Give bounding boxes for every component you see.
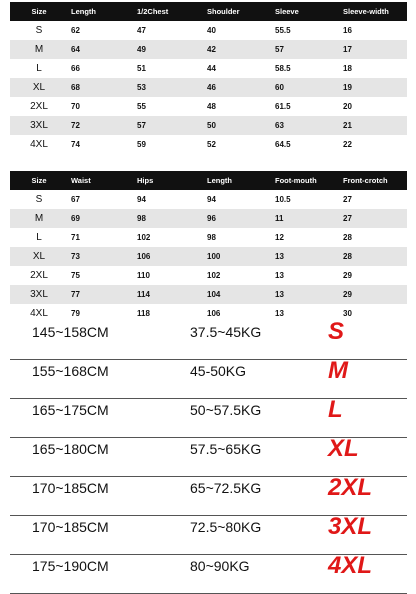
measurement-cell: 44 (204, 59, 272, 78)
measurement-cell: 73 (68, 247, 134, 266)
weight-range: 80~90KG (190, 558, 250, 574)
measurement-cell: 20 (340, 97, 407, 116)
height-range: 145~158CM (32, 324, 109, 340)
measurement-cell: 110 (134, 266, 204, 285)
height-range: 170~185CM (32, 519, 109, 535)
height-range: 175~190CM (32, 558, 109, 574)
measurement-cell: 27 (340, 190, 407, 209)
weight-range: 57.5~65KG (190, 441, 262, 457)
table-row (10, 247, 407, 266)
measurement-cell: 47 (134, 21, 204, 40)
header-cell: Size (10, 2, 68, 21)
header-cell: Waist (68, 171, 134, 190)
measurement-cell: 13 (272, 266, 340, 285)
measurement-cell: 106 (134, 247, 204, 266)
measurement-cell: 106 (204, 304, 272, 323)
header-cell: Front-crotch (340, 171, 407, 190)
header-cell: Length (204, 171, 272, 190)
size-cell: 3XL (10, 285, 68, 304)
size-cell: 2XL (10, 97, 68, 116)
table-row (10, 116, 407, 135)
measurement-cell: 55 (134, 97, 204, 116)
measurement-cell: 60 (272, 78, 340, 97)
measurement-cell: 71 (68, 228, 134, 247)
measurement-cell: 27 (340, 209, 407, 228)
measurement-cell: 55.5 (272, 21, 340, 40)
measurement-cell: 79 (68, 304, 134, 323)
measurement-cell: 94 (134, 190, 204, 209)
table-row (10, 209, 407, 228)
measurement-cell: 75 (68, 266, 134, 285)
measurement-cell: 69 (68, 209, 134, 228)
shirt-size-table (10, 2, 407, 154)
size-label: 4XL (328, 552, 373, 579)
table-row (10, 266, 407, 285)
measurement-cell: 100 (204, 247, 272, 266)
size-cell: XL (10, 78, 68, 97)
size-cell: L (10, 59, 68, 78)
measurement-cell: 114 (134, 285, 204, 304)
measurement-cell: 98 (204, 228, 272, 247)
table-row (10, 285, 407, 304)
measurement-cell: 28 (340, 247, 407, 266)
measurement-cell: 21 (340, 116, 407, 135)
measurement-cell: 16 (340, 21, 407, 40)
measurement-cell: 49 (134, 40, 204, 59)
size-guide-row (10, 357, 407, 399)
weight-range: 72.5~80KG (190, 519, 262, 535)
measurement-cell: 67 (68, 190, 134, 209)
measurement-cell: 62 (68, 21, 134, 40)
measurement-cell: 50 (204, 116, 272, 135)
size-label: L (328, 396, 343, 423)
measurement-cell: 98 (134, 209, 204, 228)
height-range: 165~175CM (32, 402, 109, 418)
measurement-cell: 64 (68, 40, 134, 59)
measurement-cell: 46 (204, 78, 272, 97)
measurement-cell: 51 (134, 59, 204, 78)
height-range: 165~180CM (32, 441, 109, 457)
size-cell: S (10, 190, 68, 209)
weight-range: 50~57.5KG (190, 402, 262, 418)
size-cell: M (10, 40, 68, 59)
measurement-cell: 68 (68, 78, 134, 97)
size-cell: M (10, 209, 68, 228)
measurement-cell: 13 (272, 304, 340, 323)
pants-size-table (10, 171, 407, 323)
measurement-cell: 59 (134, 135, 204, 154)
weight-range: 65~72.5KG (190, 480, 262, 496)
table-row (10, 135, 407, 154)
measurement-cell: 57 (134, 116, 204, 135)
measurement-cell: 17 (340, 40, 407, 59)
measurement-cell: 42 (204, 40, 272, 59)
measurement-cell: 94 (204, 190, 272, 209)
size-label: S (328, 318, 345, 345)
measurement-cell: 29 (340, 266, 407, 285)
height-weight-size-guide (10, 318, 407, 594)
size-guide-row (10, 435, 407, 477)
measurement-cell: 11 (272, 209, 340, 228)
table-row (10, 228, 407, 247)
size-guide-row (10, 318, 407, 360)
measurement-cell: 64.5 (272, 135, 340, 154)
weight-range: 37.5~45KG (190, 324, 262, 340)
measurement-cell: 58.5 (272, 59, 340, 78)
measurement-cell: 70 (68, 97, 134, 116)
measurement-cell: 22 (340, 135, 407, 154)
shirt-table-header (10, 2, 407, 21)
table-row (10, 190, 407, 209)
height-range: 170~185CM (32, 480, 109, 496)
measurement-cell: 52 (204, 135, 272, 154)
measurement-cell: 13 (272, 247, 340, 266)
measurement-cell: 118 (134, 304, 204, 323)
measurement-cell: 40 (204, 21, 272, 40)
measurement-cell: 66 (68, 59, 134, 78)
table-row (10, 40, 407, 59)
header-cell: Foot-mouth (272, 171, 340, 190)
size-cell: 2XL (10, 266, 68, 285)
table-row (10, 97, 407, 116)
size-cell: L (10, 228, 68, 247)
weight-range: 45-50KG (190, 363, 247, 379)
header-cell: Length (68, 2, 134, 21)
size-cell: 3XL (10, 116, 68, 135)
header-cell: Sleeve (272, 2, 340, 21)
pants-table-header (10, 171, 407, 190)
size-cell: S (10, 21, 68, 40)
measurement-cell: 48 (204, 97, 272, 116)
size-guide-row (10, 474, 407, 516)
measurement-cell: 72 (68, 116, 134, 135)
measurement-cell: 77 (68, 285, 134, 304)
size-cell: 4XL (10, 304, 68, 323)
size-guide-row (10, 396, 407, 438)
size-label: 2XL (328, 474, 373, 501)
measurement-cell: 30 (340, 304, 407, 323)
table-row (10, 59, 407, 78)
measurement-cell: 102 (204, 266, 272, 285)
measurement-cell: 53 (134, 78, 204, 97)
size-guide-row (10, 513, 407, 555)
header-cell: Hips (134, 171, 204, 190)
header-cell: Shoulder (204, 2, 272, 21)
header-cell: Sleeve-width (340, 2, 407, 21)
header-cell: 1/2Chest (134, 2, 204, 21)
measurement-cell: 13 (272, 285, 340, 304)
table-row (10, 78, 407, 97)
header-cell: Size (10, 171, 68, 190)
measurement-cell: 10.5 (272, 190, 340, 209)
size-guide-row (10, 552, 407, 594)
measurement-cell: 19 (340, 78, 407, 97)
measurement-cell: 102 (134, 228, 204, 247)
measurement-cell: 28 (340, 228, 407, 247)
measurement-cell: 61.5 (272, 97, 340, 116)
measurement-cell: 96 (204, 209, 272, 228)
size-cell: 4XL (10, 135, 68, 154)
size-label: XL (328, 435, 359, 462)
size-label: M (328, 357, 348, 384)
measurement-cell: 29 (340, 285, 407, 304)
measurement-cell: 12 (272, 228, 340, 247)
measurement-cell: 57 (272, 40, 340, 59)
measurement-cell: 74 (68, 135, 134, 154)
height-range: 155~168CM (32, 363, 109, 379)
measurement-cell: 18 (340, 59, 407, 78)
size-cell: XL (10, 247, 68, 266)
size-label: 3XL (328, 513, 373, 540)
measurement-cell: 104 (204, 285, 272, 304)
measurement-cell: 63 (272, 116, 340, 135)
table-row (10, 21, 407, 40)
